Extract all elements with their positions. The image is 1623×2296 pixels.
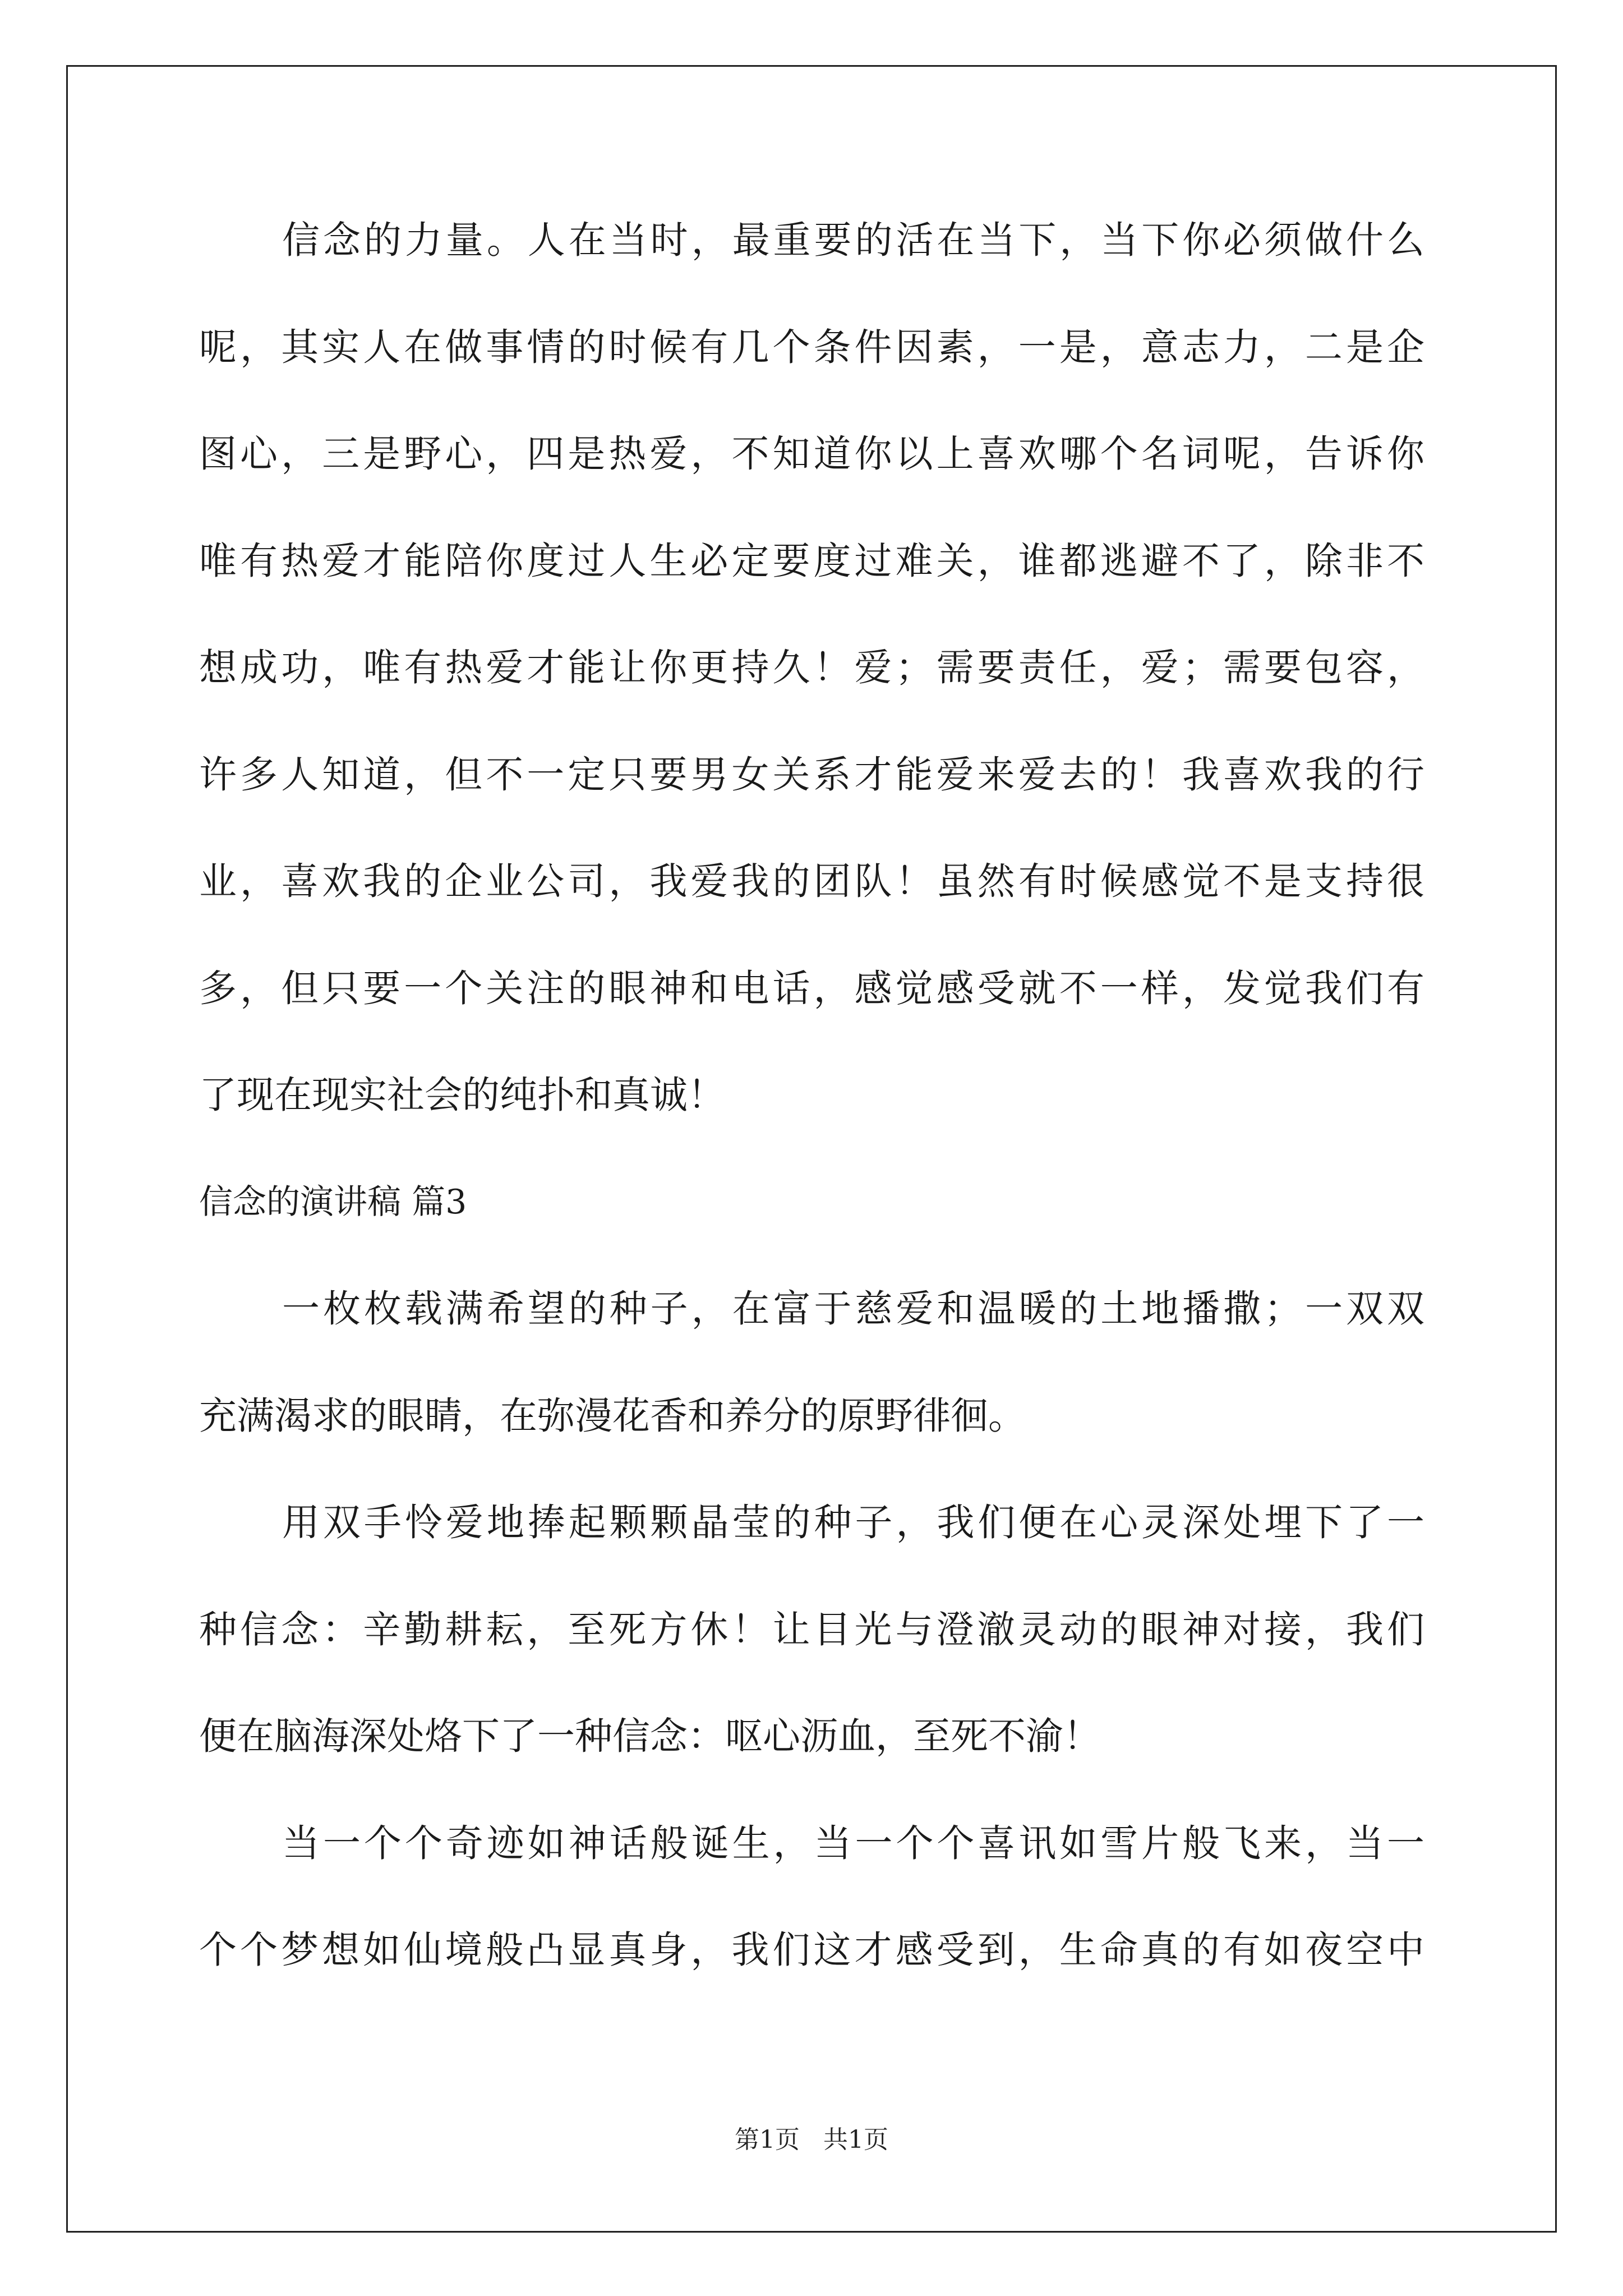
paragraph-2 (199, 1281, 1424, 1494)
text-line: 业，喜欢我的企业公司，我爱我的团队！虽然有时候感觉不是支持很 (199, 859, 1424, 903)
text-line: 便在脑海深处烙下了一种信念：呕心沥血，至死不渝！ (199, 1714, 1101, 1758)
page-total: 共1页 (823, 2125, 888, 2154)
text-line: 多，但只要一个关注的眼神和电话，感觉感受就不一样，发觉我们有 (199, 966, 1424, 1010)
paragraph-1 (199, 212, 1424, 1174)
text-line: 唯有热爱才能陪你度过人生必定要度过难关，谁都逃避不了，除非不 (199, 539, 1424, 583)
text-line: 了现在现实社会的纯扑和真诚！ (199, 1073, 725, 1117)
text-line: 许多人知道，但不一定只要男女关系才能爱来爱去的！我喜欢我的行 (199, 752, 1424, 797)
text-line: 一枚枚载满希望的种子，在富于慈爱和温暖的土地播撒；一双双 (282, 1287, 1424, 1331)
page-number: 第1页 (735, 2125, 800, 2154)
paragraph-4 (199, 1815, 1424, 2029)
text-line: 用双手怜爱地捧起颗颗晶莹的种子，我们便在心灵深处埋下了一 (282, 1501, 1424, 1544)
text-line: 个个梦想如仙境般凸显真身，我们这才感受到，生命真的有如夜空中 (199, 1928, 1424, 1972)
text-line: 图心，三是野心，四是热爱，不知道你以上喜欢哪个名词呢，告诉你 (199, 432, 1424, 476)
text-line: 呢，其实人在做事情的时候有几个条件因素，一是，意志力，二是企 (199, 325, 1424, 369)
paragraph-3 (199, 1494, 1424, 1815)
document-body (199, 212, 1424, 2029)
text-line: 充满渴求的眼睛，在弥漫花香和养分的原野徘徊。 (199, 1393, 1026, 1438)
page-footer (0, 2119, 1623, 2155)
text-line: 种信念：辛勤耕耘，至死方休！让目光与澄澈灵动的眼神对接，我们 (199, 1607, 1424, 1651)
section-heading: 信念的演讲稿 篇3 (199, 1182, 467, 1222)
text-line: 信念的力量。人在当时，最重要的活在当下，当下你必须做什么 (282, 218, 1424, 262)
text-line: 当一个个奇迹如神话般诞生，当一个个喜讯如雪片般飞来，当一 (282, 1821, 1424, 1865)
text-line: 想成功，唯有热爱才能让你更持久！爱；需要责任，爱；需要包容， (199, 646, 1424, 689)
